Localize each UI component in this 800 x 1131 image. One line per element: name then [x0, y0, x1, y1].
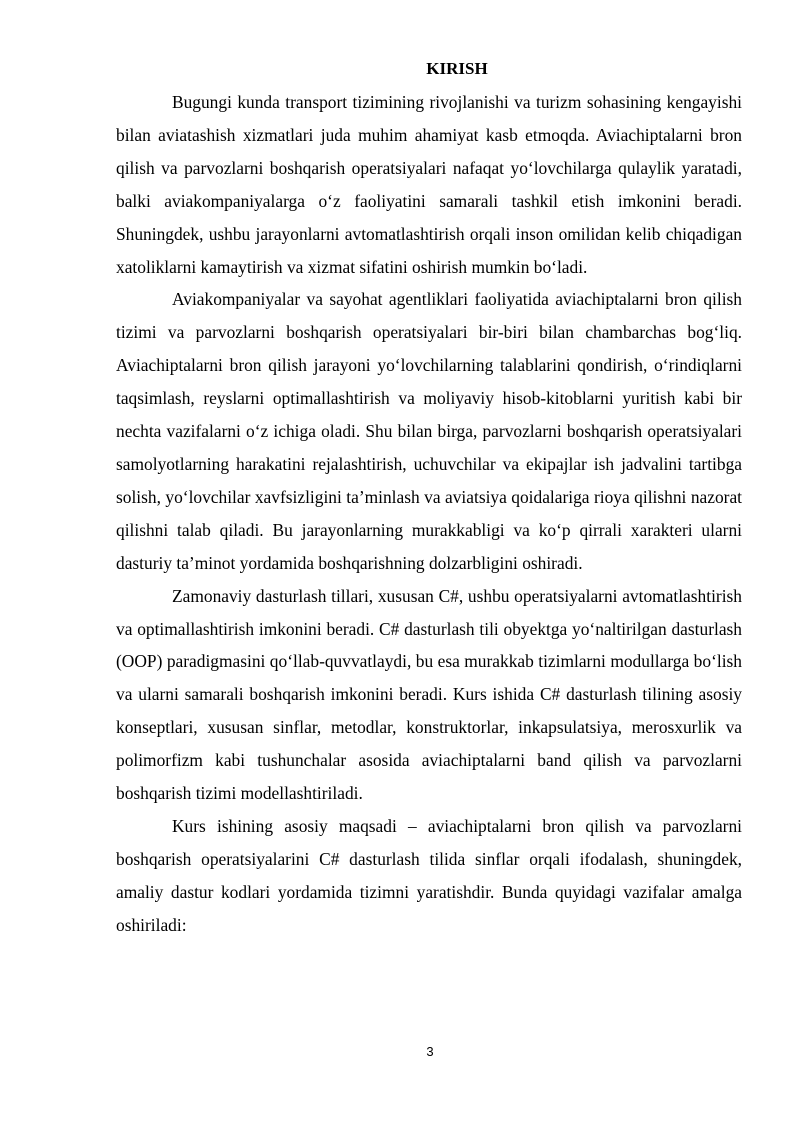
page-number: 3: [426, 1044, 434, 1059]
document-body: [116, 86, 742, 942]
page-title: KIRISH: [426, 59, 488, 78]
paragraph-4: Kurs ishining asosiy maqsadi – aviachiptalarni bron qilish va parvozlarni boshqarish operatsiyalarini C# dasturlash tilida sinflar orqali ifodalash, shuningdek, amaliy dastur kodlari yordamida tizimni yaratishdir. Bunda quyidagi vazifalar amalga oshiriladi:: [116, 815, 742, 935]
paragraph-2: Aviakompaniyalar va sayohat agentliklari faoliyatida aviachiptalarni bron qilish tizimi va parvozlarni boshqarish operatsiyalari bir-biri bilan chambarchas bog‘liq. Aviachiptalarni bron qilish jarayoni yo‘lovchilarning talablarini qondirish, o‘rindiqlarni taqsimlash, reyslarni optimallashtirish va moliyaviy hisob-kitoblarni yuritish kabi bir nechta vazifalarni o‘z ichiga oladi. Shu bilan birga, parvozlarni boshqarish operatsiyalari samolyotlarning harakatini rejalashtirish, uchuvchilar va ekipajlar ish jadvalini tartibga solish, yo‘lovchilar xavfsizligini ta’minlash va aviatsiya qoidalariga rioya qilishni nazorat qilishni talab qiladi. Bu jarayonlarning murakkabligi va ko‘p qirrali xarakteri ularni dasturiy ta’minot yordamida boshqarishning dolzarbligini oshiradi.: [116, 289, 742, 573]
paragraph-1: Bugungi kunda transport tizimining rivojlanishi va turizm sohasining kengayishi bilan aviatashish xizmatlari juda muhim ahamiyat kasb etmoqda. Aviachiptalarni bron qilish va parvozlarni boshqarish operatsiyalari nafaqat yo‘lovchilarga qulaylik yaratadi, balki aviakompaniyalarga o‘z faoliyatini samarali tashkil etish imkonini beradi. Shuningdek, ushbu jarayonlarni avtomatlashtirish orqali inson omilidan kelib chiqadigan xatoliklarni kamaytirish va xizmat sifatini oshirish mumkin bo‘ladi.: [116, 92, 742, 277]
paragraph-3: Zamonaviy dasturlash tillari, xususan C#, ushbu operatsiyalarni avtomatlashtirish va optimallashtirish imkonini beradi. C# dasturlash tili obyektga yo‘naltirilgan dasturlash (OOP) paradigmasini qo‘llab-quvvatlaydi, bu esa murakkab tizimlarni modullarga bo‘lish va ularni samarali boshqarish imkonini beradi. Kurs ishida C# dasturlash tilining asosiy konseptlari, xususan sinflar, metodlar, konstruktorlar, inkapsulatsiya, merosxurlik va polimorfizm kabi tushunchalar asosida aviachiptalarni band qilish va parvozlarni boshqarish tizimi modellashtiriladi.: [116, 585, 742, 804]
